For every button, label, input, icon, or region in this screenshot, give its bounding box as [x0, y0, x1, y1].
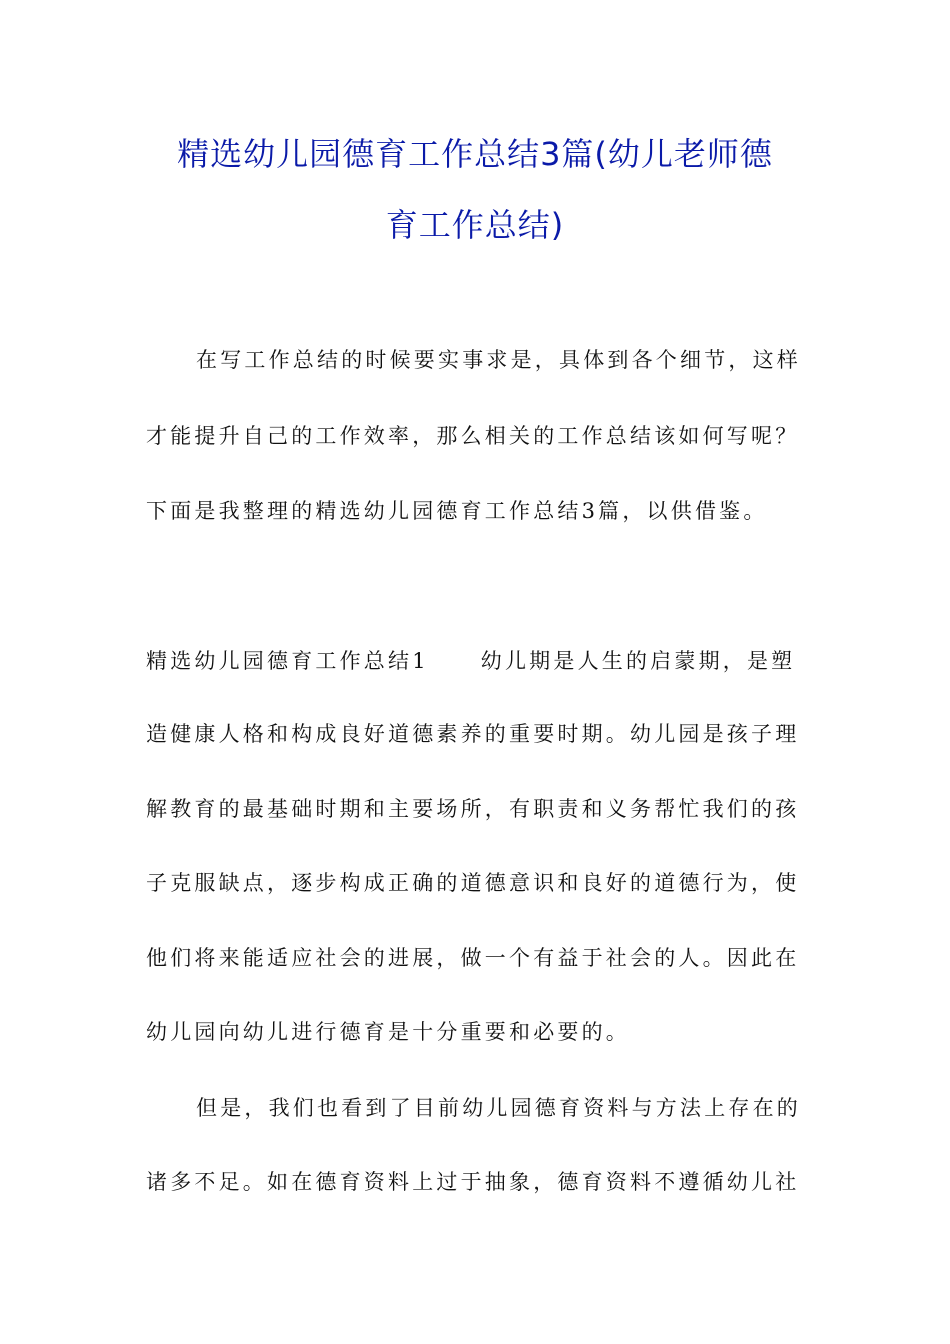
section-1-heading: 精选幼儿园德育工作总结1 — [146, 649, 429, 673]
section-1-line-6: 幼儿园向幼儿进行德育是十分重要和必要的。 — [146, 1020, 630, 1044]
document-title-line-1: 精选幼儿园德育工作总结3篇(幼儿老师德 — [177, 135, 773, 173]
paragraph-2-line-2: 诸多不足。如在德育资料上过于抽象，德育资料不遵循幼儿社 — [146, 1170, 800, 1194]
section-1-line-5: 他们将来能适应社会的进展，做一个有益于社会的人。因此在 — [146, 946, 800, 970]
intro-line-2: 才能提升自己的工作效率，那么相关的工作总结该如何写呢？ — [146, 424, 800, 448]
section-1-line-2: 造健康人格和构成良好道德素养的重要时期。幼儿园是孩子理 — [146, 722, 800, 746]
section-1-text-start: 幼儿期是人生的启蒙期，是塑 — [480, 649, 796, 673]
paragraph-2-line-1: 但是，我们也看到了目前幼儿园德育资料与方法上存在的 — [196, 1096, 801, 1120]
intro-line-1: 在写工作总结的时候要实事求是，具体到各个细节，这样 — [196, 348, 801, 372]
section-1-line-3: 解教育的最基础时期和主要场所，有职责和义务帮忙我们的孩 — [146, 797, 800, 821]
document-title-line-2: 育工作总结) — [385, 206, 565, 244]
section-1-first-line — [146, 647, 808, 675]
section-1-line-4: 子克服缺点，逐步构成正确的道德意识和良好的道德行为，使 — [146, 871, 800, 895]
intro-line-3: 下面是我整理的精选幼儿园德育工作总结3篇，以供借鉴。 — [146, 499, 768, 523]
